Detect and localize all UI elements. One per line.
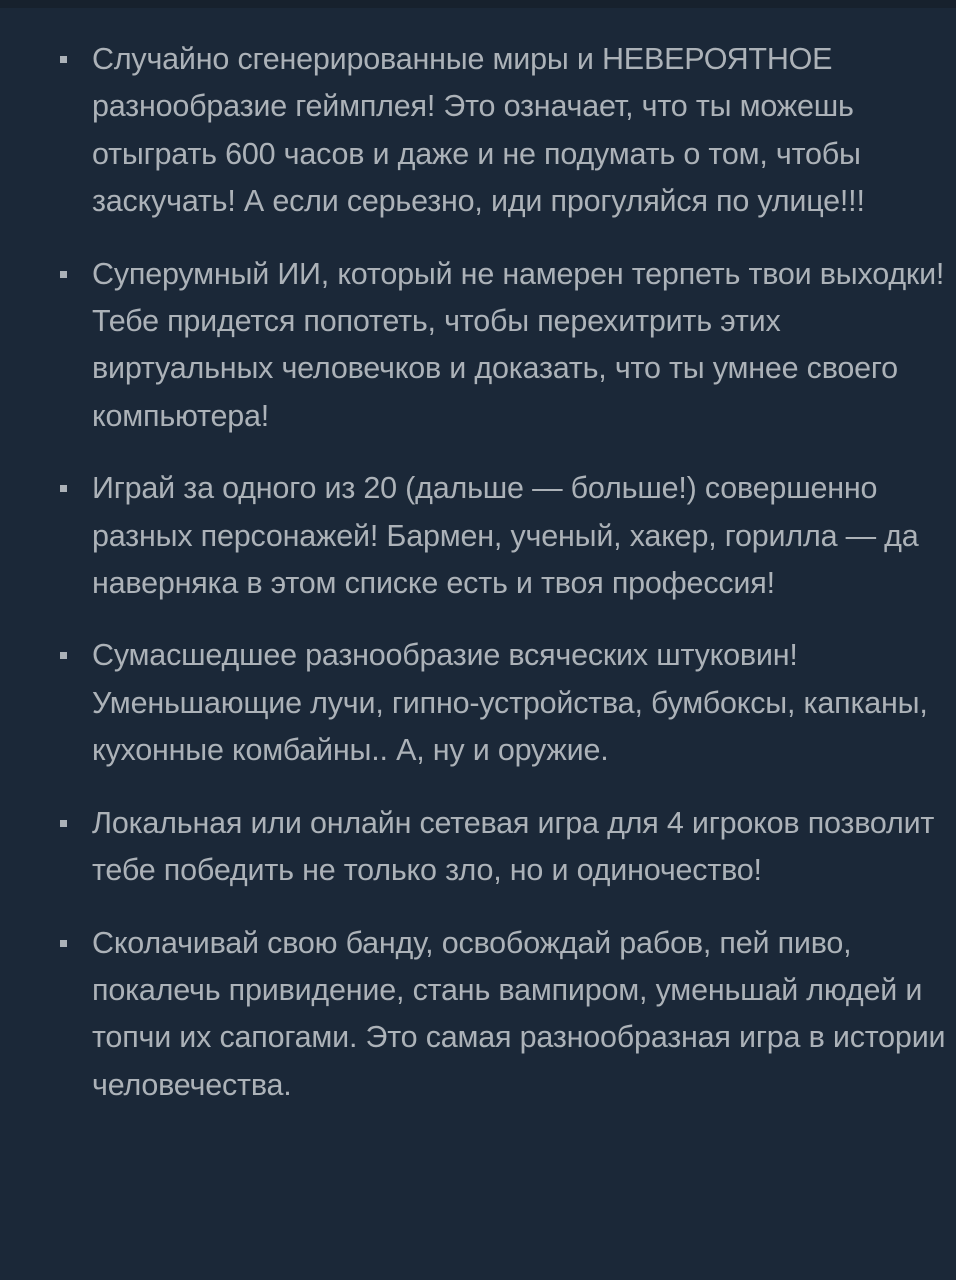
list-item: [56, 920, 946, 1110]
square-bullet-icon: [60, 940, 67, 947]
square-bullet-icon: [60, 652, 67, 659]
list-item: [56, 465, 946, 607]
feature-text: Локальная или онлайн сетевая игра для 4 игроков позволит тебе победить не только зло, но и одиночество!: [92, 805, 935, 888]
feature-text: Сколачивай свою банду, освобождай рабов, пей пиво, покалечь привидение, стань вампиром, уменьшай людей и топчи их сапогами. Это самая разнообразная игра в истории человечества.: [92, 925, 946, 1102]
feature-text: Сумасшедшее разнообразие всяческих штуковин! Уменьшающие лучи, гипно-устройства, бумбоксы, капканы, кухонные комбайны.. А, ну и оружие.: [92, 638, 928, 768]
square-bullet-icon: [60, 271, 67, 278]
feature-text: Суперумный ИИ, который не намерен терпеть твои выходки! Тебе придется попотеть, чтобы перехитрить этих виртуальных человечков и доказать, что ты умнее своего компьютера!: [92, 256, 945, 433]
top-divider: [0, 0, 956, 8]
list-item: [56, 800, 946, 895]
feature-text: Играй за одного из 20 (дальше — больше!) совершенно разных персонажей! Бармен, ученый, хакер, горилла — да наверняка в этом списке есть и твоя профессия!: [92, 471, 919, 601]
feature-list: [56, 36, 946, 1134]
list-item: [56, 251, 946, 441]
feature-text: Случайно сгенерированные миры и НЕВЕРОЯТНОЕ разнообразие геймплея! Это означает, что ты можешь отыграть 600 часов и даже и не подумать о том, чтобы заскучать! А если серьезно, иди прогуляйся по улице!!!: [92, 42, 865, 219]
square-bullet-icon: [60, 820, 67, 827]
list-item: [56, 632, 946, 774]
list-item: [56, 36, 946, 226]
square-bullet-icon: [60, 485, 67, 492]
square-bullet-icon: [60, 56, 67, 63]
